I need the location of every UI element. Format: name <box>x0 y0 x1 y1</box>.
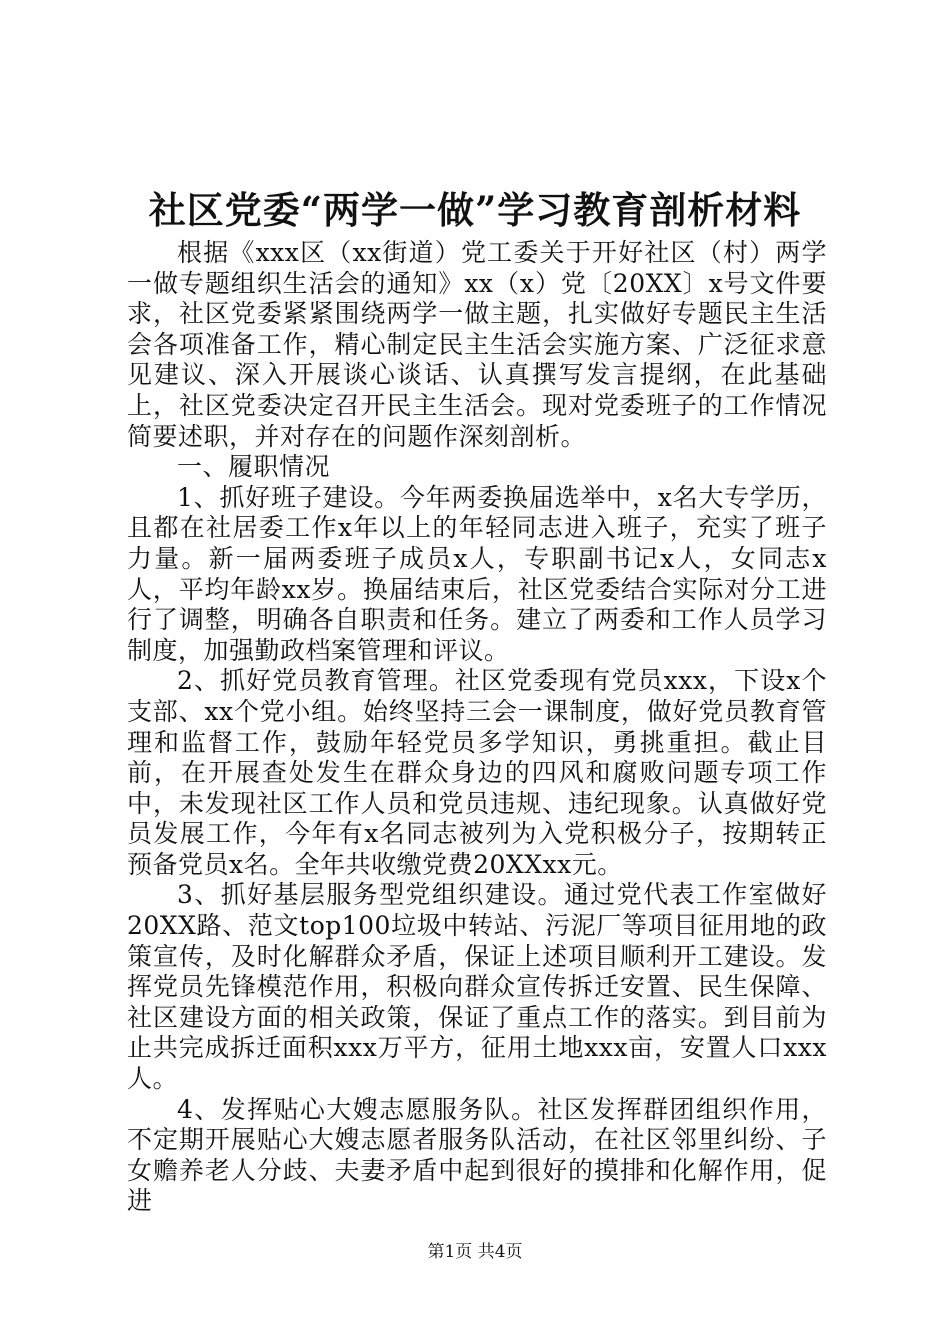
paragraph-item-2: 2、抓好党员教育管理。社区党委现有党员xxx，下设x个支部、xx个党小组。始终坚持三会一课制度，做好党员教育管理和监督工作，鼓励年轻党员多学知识，勇挑重担。截止目前，在开展查处发生在群众身边的四风和腐败问题专项工作中，未发现社区工作人员和党员违规、违纪现象。认真做好党员发展工作，今年有x名同志被列为入党积极分子，按期转正预备党员x名。全年共收缴党费20XXxx元。 <box>127 666 827 879</box>
paragraph-item-4: 4、发挥贴心大嫂志愿服务队。社区发挥群团组织作用，不定期开展贴心大嫂志愿者服务队活动，在社区邻里纠纷、子女赡养老人分歧、夫妻矛盾中起到很好的摸排和化解作用，促进 <box>127 1094 827 1216</box>
document-title: 社区党委“两学一做”学习教育剖析材料 <box>148 188 802 232</box>
section-heading-duty: 一、履职情况 <box>177 452 331 482</box>
paragraph-intro: 根据《xxx区（xx街道）党工委关于开好社区（村）两学一做专题组织生活会的通知》xx（x）党〔20XX〕x号文件要求，社区党委紧紧围绕两学一做主题，扎实做好专题民主生活会各项准备工作，精心制定民主生活会实施方案、广泛征求意见建议、深入开展谈心谈话、认真撰写发言提纲，在此基础上，社区党委决定召开民主生活会。现对党委班子的工作情况简要述职，并对存在的问题作深刻剖析。 <box>127 238 827 451</box>
document-body <box>127 238 827 1217</box>
page-number-footer: 第1页 共4页 <box>427 1242 523 1262</box>
paragraph-item-1: 1、抓好班子建设。今年两委换届选举中，x名大专学历，且都在社居委工作x年以上的年轻同志进入班子，充实了班子力量。新一届两委班子成员x人，专职副书记x人，女同志x人，平均年龄xx岁。换届结束后，社区党委结合实际对分工进行了调整，明确各自职责和任务。建立了两委和工作人员学习制度，加强勤政档案管理和评议。 <box>127 482 827 665</box>
paragraph-item-3: 3、抓好基层服务型党组织建设。通过党代表工作室做好20XX路、范文top100垃圾中转站、污泥厂等项目征用地的政策宣传，及时化解群众矛盾，保证上述项目顺利开工建设。发挥党员先锋模范作用，积极向群众宣传拆迁安置、民生保障、社区建设方面的相关政策，保证了重点工作的落实。到目前为止共完成拆迁面积xxx万平方，征用土地xxx亩，安置人口xxx人。 <box>127 880 827 1094</box>
